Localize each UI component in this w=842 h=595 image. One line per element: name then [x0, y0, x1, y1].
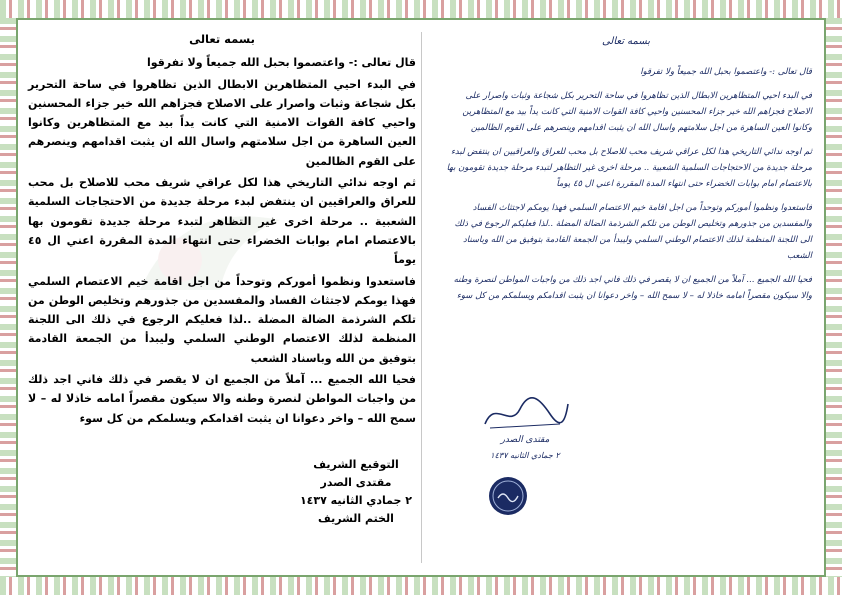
signature-name: مقتدى الصدر [320, 475, 392, 489]
handwritten-paragraph: ثم اوجه ندائي التاريخي هذا لكل عراقي شريف محب للاصلاح بل محب للعراق والعراقيين ان ينتفض لبدء مرحلة جديدة من الاحتجاجات السلمية الشعبية .. مرحلة اخرى غير التظاهر لتبدء مرحلة جديدة تقومون بها بالاعتصام امام بوابات الخضراء حتى انتهاء المدة المقررة اعني ال ٤٥ يوماً [446, 147, 812, 189]
typed-signature-block [28, 456, 416, 528]
handwritten-paragraph: فاستعدوا ونظموا أموركم وتوحداً من اجل اقامة خيم الاعتصام السلمي فهذا يومكم لاجتثاث الفساد والمفسدين من جذورهم وتخليص الوطن من تلكم الشرذمة الضالة المضلة ..لذا فعليكم الرجوع في ذلك الى اللجنة المنظمة لذلك الاعتصام الوطني السلمي وليبدأ من الجمعة القادمة بتوفيق من الله وباسناد الشعب [454, 203, 812, 261]
signature-scribble-icon [480, 394, 570, 432]
handwritten-paragraph: فحيا الله الجميع ... آملاً من الجميع ان لا يقصر في ذلك فاني اجد ذلك من واجبات المواطن لنصرة وطنه والا سيكون مقصراً امامه خاذلا له – لا سمح الله – واخر دعوانا ان يثبت اقدامكم ويسلمكم من كل سوء [453, 275, 812, 301]
typed-paragraph: في البدء احيي المتظاهرين الابطال الذين تظاهروا في ساحة التحرير بكل شجاعة وثبات واصرار على الاصلاح فجزاهم الله خير جزاء المحسنين واحيي كافة القوات الامنية التي كانت يداً بيد مع المتظاهرين وكانوا العين الساهرة من اجل سلامتهم واسال الله ان يثبت اقدامهم وينصرهم على القوم الظالمين [28, 77, 416, 168]
official-seal-icon [488, 476, 528, 516]
decorative-border-left [0, 18, 18, 577]
handwritten-signature [470, 394, 580, 464]
handwritten-letter [440, 34, 812, 554]
typed-bismillah: بسمه تعالى [189, 32, 255, 46]
typed-paragraph: فحيا الله الجميع ... آملاً من الجميع ان لا يقصر في ذلك فاني اجد ذلك من واجبات المواطن لنصرة وطنه والا سيكون مقصراً امامه خاذلا له – لا سمح الله – واخر دعوانا ان يثبت اقدامكم ويسلمكم من كل سوء [28, 373, 416, 425]
handwritten-paragraph: قال تعالى :- واعتصموا بحبل الله جميعاً ولا تفرقوا [640, 67, 812, 77]
typed-paragraph: ثم اوجه ندائي التاريخي هذا لكل عراقي شريف محب للاصلاح بل محب للعراق والعراقيين ان ينتفض لبدء مرحلة جديدة من الاحتجاجات السلمية الشعبية .. مرحلة اخرى غير التظاهر لتبدء مرحلة جديدة تقومون بها بالاعتصام امام بوابات الخضراء حتى انتهاء المدة المقررة اعني ال ٤٥ يوماً [28, 176, 416, 267]
signature-date: ٢ جمادي الثانيه ١٤٣٧ [299, 493, 413, 507]
decorative-border-right [824, 18, 842, 577]
typed-letter [28, 30, 416, 568]
decorative-border-top [0, 0, 842, 20]
handwritten-bismillah: بسمه تعالى [601, 36, 651, 47]
handwritten-signature-date: ٢ جمادي الثانيه ١٤٣٧ [490, 451, 560, 460]
handwritten-paragraph: في البدء احيي المتظاهرين الابطال الذين تظاهروا في ساحة التحرير بكل شجاعة وثبات واصرار على الاصلاح فجزاهم الله خير جزاء المحسنين واحيي كافة القوات الامنية التي كانت يداً بيد مع المتظاهرين وكانوا العين الساهرة من اجل سلامتهم واسال الله ان يثبت اقدامهم وينصرهم على القوم الظالمين [462, 91, 812, 133]
signature-label: التوقيع الشريف [313, 457, 399, 471]
typed-paragraph: قال تعالى :- واعتصموا بحبل الله جميعاً ولا تفرقوا [146, 56, 416, 70]
handwritten-signature-name: مقتدى الصدر [500, 435, 550, 445]
typed-paragraph: فاستعدوا ونظموا أموركم وتوحداً من اجل اقامة خيم الاعتصام السلمي فهذا يومكم لاجتثاث الفساد والمفسدين من جذورهم وتخليص الوطن من تلكم الشرذمة الضالة المضلة ..لذا فعليكم الرجوع في ذلك الى اللجنة المنظمة لذلك الاعتصام الوطني السلمي وليبدأ من الجمعة القادمة بتوفيق من الله وباسناد الشعب [28, 274, 416, 365]
page-divider [421, 32, 422, 563]
decorative-border-bottom [0, 575, 842, 595]
seal-label: الختم الشريف [318, 511, 394, 525]
